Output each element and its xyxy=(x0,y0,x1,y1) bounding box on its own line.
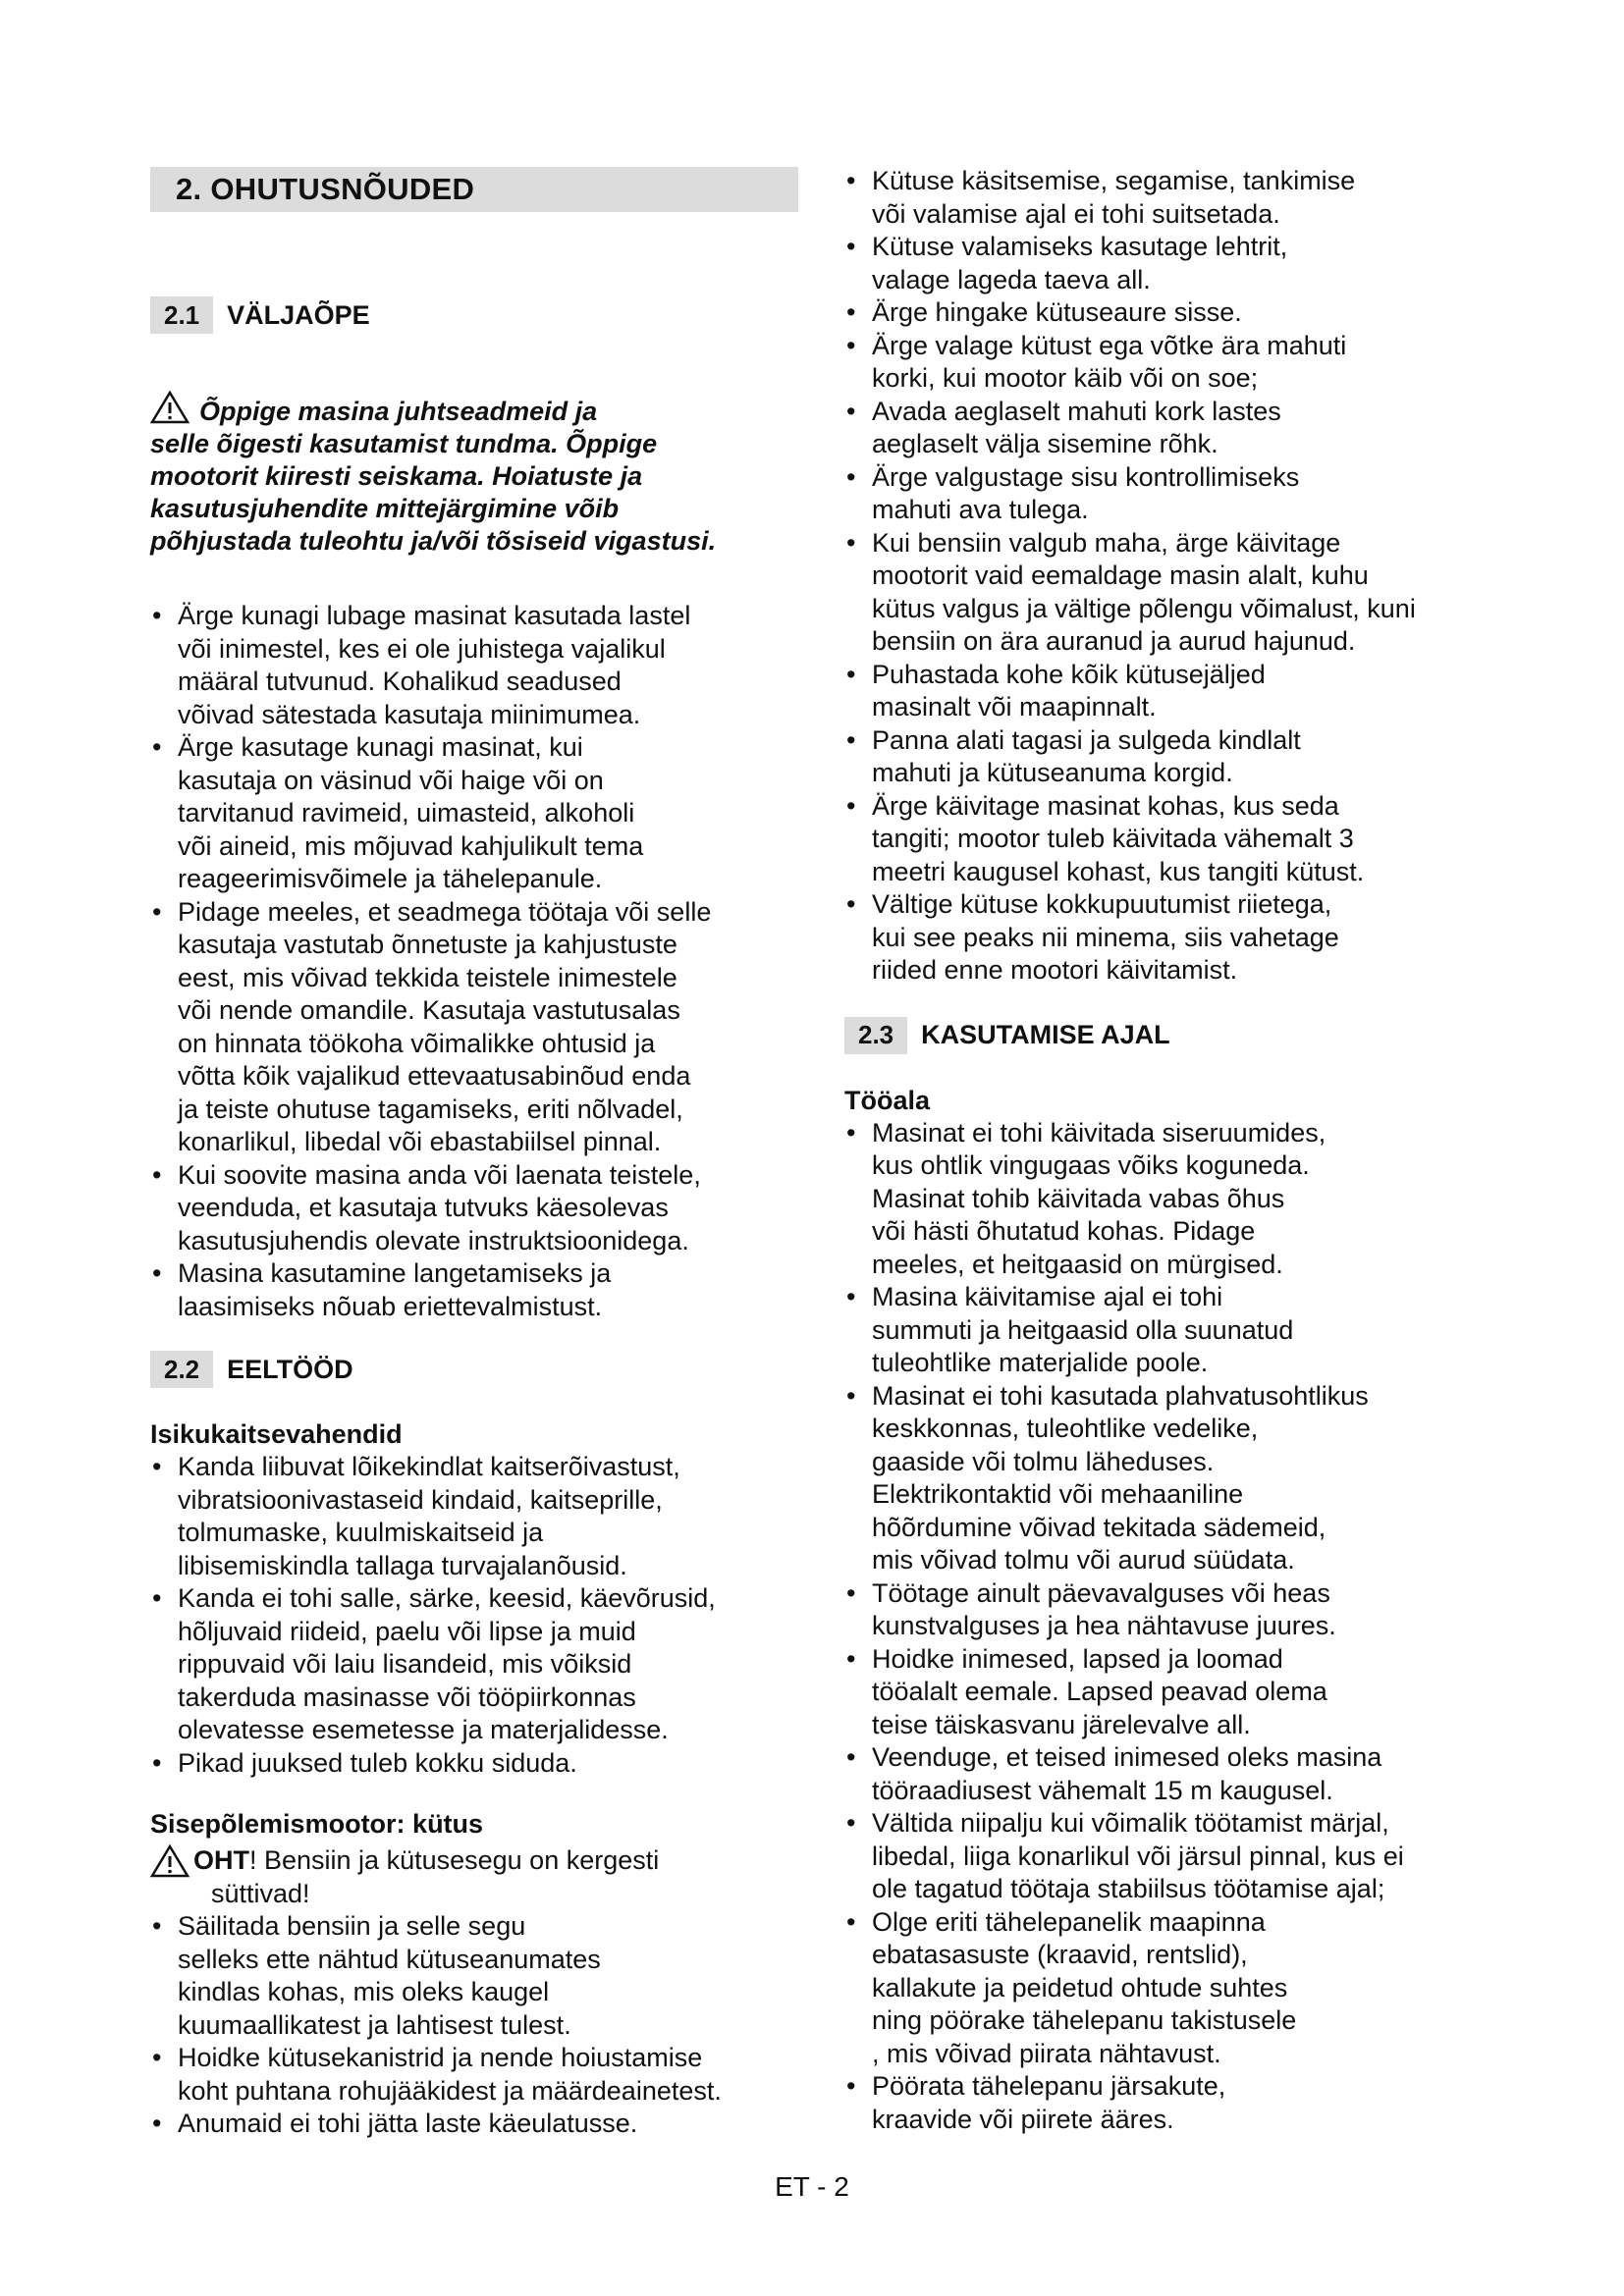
list-item: • Kui bensiin valgub maha, ärge käivitage mootorit vaid eemaldage masin alalt, kuhu kütus valgus ja vältige põlengu võimalust, kuni bensiin on ära auranud ja aurud hajunud. xyxy=(846,527,1416,656)
list-item: • Masina käivitamise ajal ei tohi summuti ja heitgaasid olla suunatud tuleohtlike materjalide poole. xyxy=(846,1282,1294,1377)
danger-label: OHT xyxy=(193,1845,249,1875)
list-item: • Masinat ei tohi käivitada siseruumides, kus ohtlik vingugaas võiks koguneda. Masinat tohib käivitada vabas õhus või hästi õhutatud kohas. Pidage meeles, et heitgaasid on mürgised. xyxy=(846,1117,1326,1279)
list-item: • Vältida niipalju kui võimalik töötamist märjal, libedal, liiga konarlikul või järsul pinnal, kus ei ole tagatud töötaja stabiilsus töötamise ajal; xyxy=(846,1808,1404,1903)
subsection-number: 2.2 xyxy=(150,1351,213,1388)
right-column xyxy=(844,165,1492,2136)
list-item: • Puhastada kohe kõik kütusejäljed masinalt või maapinnalt. xyxy=(846,659,1266,721)
list-item: • Kütuse käsitsemise, segamise, tankimise või valamise ajal ei tohi suitsetada. xyxy=(846,166,1356,229)
list-item: • Pikad juuksed tuleb kokku siduda. xyxy=(152,1747,577,1778)
list-item: • Hoidke inimesed, lapsed ja loomad tööalalt eemale. Lapsed peavad olema teise täiskasvanu järelevalve all. xyxy=(846,1643,1327,1739)
warning-line: põhjustada tuleohtu ja/või tõsiseid vigastusi. xyxy=(150,526,717,556)
work-area-heading: Tööala xyxy=(844,1085,931,1115)
list-item: • Ärge valage kütust ega võtke ära mahuti korki, kui mootor käib või on soe; xyxy=(846,330,1347,393)
warning-line: kasutusjuhendite mittejärgimine võib xyxy=(150,494,620,523)
subsection-title: KASUTAMISE AJAL xyxy=(921,1020,1170,1049)
list-item: • Pidage meeles, et seadmega töötaja või selle kasutaja vastutab õnnetuste ja kahjustuste eest, mis võivad tekkida teistele inimestele või nende omandile. Kasutaja vastutusalas on hinnata töökoha võimalikke ohtusid ja võtta kõik vajalikud ettevaatusabinõud enda ja teiste ohutuse tagamiseks, eriti nõlvadel, konarlikul, libedal või ebastabiilsel pinnal. xyxy=(152,896,712,1156)
subsection-title: VÄLJAÕPE xyxy=(227,299,370,330)
warning-triangle-icon xyxy=(150,391,189,424)
list-item: • Masina kasutamine langetamiseks ja laasimiseks nõuab eriettevalmistust. xyxy=(152,1258,612,1321)
list-item: • Ärge kunagi lubage masinat kasutada lastel või inimestel, kes ei ole juhistega vajalikul määral tutvunud. Kohalikud seadused võivad sätestada kasutaja miinimumea. xyxy=(152,601,691,729)
warning-paragraph xyxy=(150,391,798,558)
warning-line: selle õigesti kasutamist tundma. Õppige xyxy=(150,429,658,458)
subsection-2-3-heading xyxy=(844,1017,1492,1054)
ppe-list xyxy=(150,1451,798,1780)
list-item: • Avada aeglaselt mahuti kork lastes aeglaselt välja sisemine rõhk. xyxy=(846,396,1281,458)
list-item: • Kanda ei tohi salle, särke, keesid, käevõrusid, hõljuvaid riideid, paelu või lipse ja muid rippuvaid või laiu lisandeid, mis võiksid takerduda masinasse või tööpiirkonnas olevatesse esemetesse ja materjalidesse. xyxy=(152,1583,716,1744)
fuel-list-left xyxy=(150,1910,798,2141)
list-item: • Ärge käivitage masinat kohas, kus seda tangiti; mootor tuleb käivitada vähemalt 3 meetri kaugusel kohast, kus tangiti kütust. xyxy=(846,790,1365,886)
list-item: • Masinat ei tohi kasutada plahvatusohtlikus keskkonnas, tuleohtlike vedelike, gaaside või tolmu läheduses. Elektrikontaktid või mehaaniline hõõrdumine võivad tekitada sädemeid, mis võivad tolmu või aurud süüdata. xyxy=(846,1380,1369,1575)
subsection-number: 2.1 xyxy=(150,296,213,334)
list-item: • Kütuse valamiseks kasutage lehtrit, valage lageda taeva all. xyxy=(846,232,1288,294)
list-item: • Veenduge, et teised inimesed oleks masina tööraadiusest vähemalt 15 m kaugusel. xyxy=(846,1742,1382,1805)
warning-triangle-icon xyxy=(150,1844,189,1878)
list-item: • Töötage ainult päevavalguses või heas kunstvalguses ja hea nähtavuse juures. xyxy=(846,1577,1336,1640)
subsection-2-2-heading xyxy=(150,1351,798,1388)
list-item: • Ärge valgustage sisu kontrollimiseks mahuti ava tulega. xyxy=(846,461,1300,524)
list-item: • Anumaid ei tohi jätta laste käeulatusse. xyxy=(152,2109,638,2138)
danger-text-cont: süttivad! xyxy=(211,1878,310,1908)
list-item: • Pöörata tähelepanu järsakute, kraavide või piirete ääres. xyxy=(846,2071,1226,2134)
list-item: • Olge eriti tähelepanelik maapinna ebatasasuste (kraavid, rentslid), kallakute ja peidetud ohtude suhtes ning pöörake tähelepanu takistusele , mis võivad piirata nähtavust. xyxy=(846,1906,1297,2068)
training-list xyxy=(150,600,798,1323)
subsection-number: 2.3 xyxy=(844,1017,907,1054)
section-heading xyxy=(150,167,798,212)
list-item: • Ärge kasutage kunagi masinat, kui kasutaja on väsinud või haige või on tarvitanud ravimeid, uimasteid, alkoholi või aineid, mis mõjuvad kahjulikult tema reageerimisvõimele ja tähelepanule. xyxy=(152,732,644,893)
ppe-heading: Isikukaitsevahendid xyxy=(150,1419,403,1449)
fuel-list-right xyxy=(844,165,1492,988)
left-column xyxy=(150,167,798,2141)
section-title: OHUTUSNÕUDED xyxy=(210,172,475,206)
list-item: • Hoidke kütusekanistrid ja nende hoiustamise koht puhtana rohujääkidest ja määrdeainetest. xyxy=(152,2043,722,2106)
list-item: • Panna alati tagasi ja sulgeda kindlalt mahuti ja kütuseanuma korgid. xyxy=(846,724,1301,787)
warning-line: Õppige masina juhtseadmeid ja xyxy=(150,391,798,428)
list-item: • Kanda liibuvat lõikekindlat kaitserõivastust, vibratsioonivastaseid kindaid, kaitseprille, tolmumaske, kuulmiskaitseid ja libisemiskindla tallaga turvajalanõusid. xyxy=(152,1452,680,1580)
subsection-title: EELTÖÖD xyxy=(227,1354,353,1384)
fuel-heading: Sisepõlemismootor: kütus xyxy=(150,1809,484,1839)
list-item: • Ärge hingake kütuseaure sisse. xyxy=(846,297,1242,327)
work-area-list xyxy=(844,1117,1492,2137)
list-item: • Säilitada bensiin ja selle segu selleks ette nähtud kütuseanumates kindlas kohas, mis oleks kaugel kuumaallikatest ja lahtisest tulest. xyxy=(152,1911,601,2040)
list-item: • Kui soovite masina anda või laenata teistele, veenduda, et kasutaja tutvuks käesolevas kasutusjuhendis olevate instruktsioonidega. xyxy=(152,1159,701,1255)
danger-note xyxy=(150,1844,798,1910)
page-number: ET - 2 xyxy=(775,2171,849,2202)
subsection-2-1-heading xyxy=(150,296,798,334)
danger-text: ! Bensiin ja kütusesegu on kergesti xyxy=(249,1845,660,1875)
warning-line: mootorit kiiresti seiskama. Hoiatuste ja xyxy=(150,461,643,491)
section-number: 2. xyxy=(176,172,202,206)
list-item: • Vältige kütuse kokkupuutumist riietega, kui see peaks nii minema, siis vahetage riided enne mootori käivitamist. xyxy=(846,889,1339,985)
